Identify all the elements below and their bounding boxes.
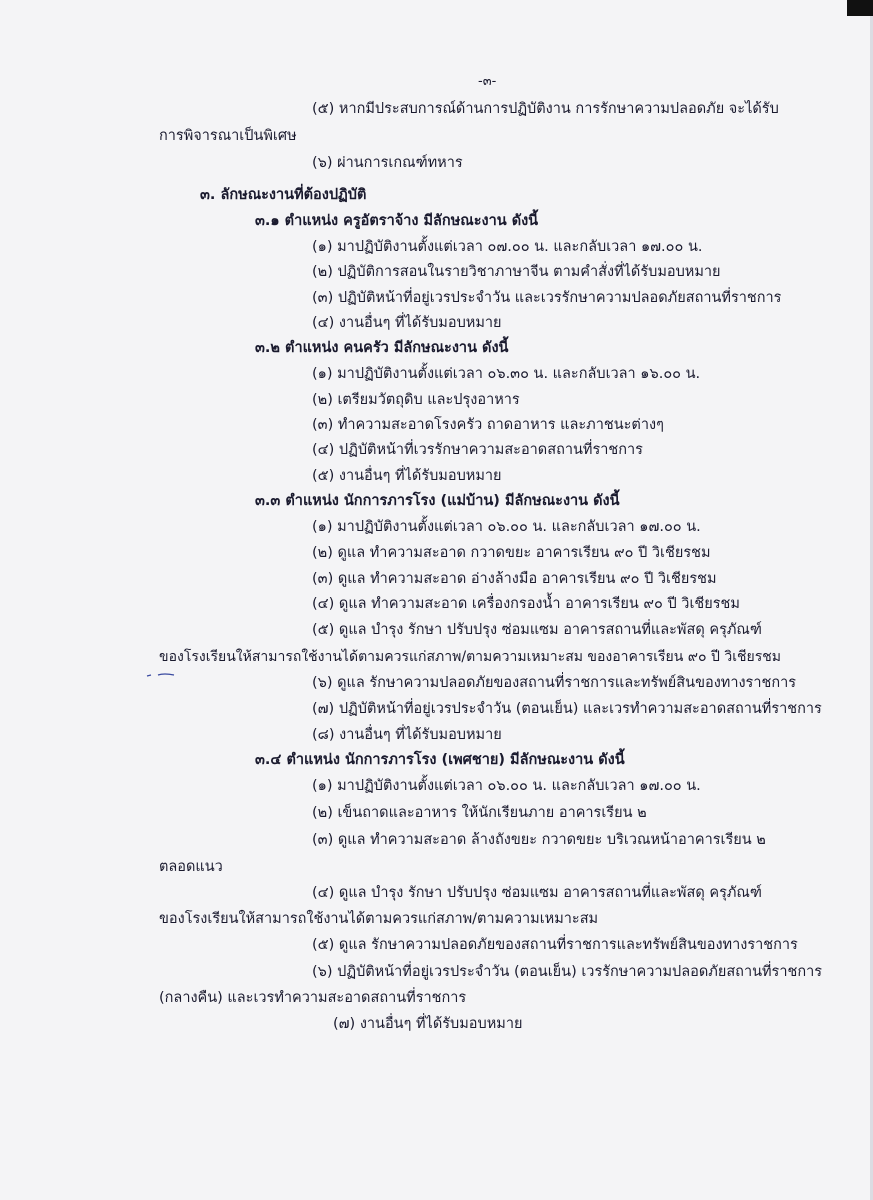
text-line: (๖) ดูแล รักษาความปลอดภัยของสถานที่ราชการและทรัพย์สินของทางราชการ: [312, 675, 797, 691]
text-line: (กลางคืน) และเวรทำความสะอาดสถานที่ราชการ: [159, 990, 467, 1006]
text-line: (๒) ดูแล ทำความสะอาด กวาดขยะ อาคารเรียน ๙๐ ปี วิเชียรชม: [312, 545, 711, 561]
pen-mark: [146, 672, 176, 678]
text-line: (๔) งานอื่นๆ ที่ได้รับมอบหมาย: [312, 315, 502, 331]
text-line: ของโรงเรียนให้สามารถใช้งานได้ตามควรแก่สภาพ/ตามความเหมาะสม: [159, 911, 599, 927]
text-line: (๒) เข็นถาดและอาหาร ให้นักเรียนภาย อาคารเรียน ๒: [312, 805, 647, 821]
subsection-heading: ๓.๓ ตำแหน่ง นักการภารโรง (แม่บ้าน) มีลักษณะงาน ดังนี้: [255, 493, 620, 509]
scan-corner-mark: [847, 0, 873, 16]
text-line: (๕) ดูแล บำรุง รักษา ปรับปรุง ซ่อมแซม อาคารสถานที่และพัสดุ ครุภัณฑ์: [312, 622, 762, 638]
text-line: (๘) งานอื่นๆ ที่ได้รับมอบหมาย: [312, 727, 502, 743]
page-number: -๓-: [478, 74, 497, 89]
text-line: (๕) งานอื่นๆ ที่ได้รับมอบหมาย: [312, 468, 502, 484]
section-heading: ๓. ลักษณะงานที่ต้องปฏิบัติ: [200, 187, 367, 203]
text-line: (๖) ปฏิบัติหน้าที่อยู่เวรประจำวัน (ตอนเย็น) เวรรักษาความปลอดภัยสถานที่ราชการ: [312, 964, 823, 980]
text-line: (๗) ปฏิบัติหน้าที่อยู่เวรประจำวัน (ตอนเย็น) และเวรทำความสะอาดสถานที่ราชการ: [312, 701, 822, 717]
text-line: (๑) มาปฏิบัติงานตั้งแต่เวลา ๐๖.๐๐ น. และกลับเวลา ๑๗.๐๐ น.: [312, 519, 701, 535]
subsection-heading: ๓.๑ ตำแหน่ง ครูอัตราจ้าง มีลักษณะงาน ดังนี้: [255, 213, 539, 229]
text-line: (๕) หากมีประสบการณ์ด้านการปฏิบัติงาน การรักษาความปลอดภัย จะได้รับ: [312, 101, 779, 117]
text-line: (๒) เตรียมวัตถุดิบ และปรุงอาหาร: [312, 392, 520, 408]
text-line: (๑) มาปฏิบัติงานตั้งแต่เวลา ๐๖.๓๐ น. และกลับเวลา ๑๖.๐๐ น.: [312, 366, 701, 382]
text-line: (๓) ดูแล ทำความสะอาด อ่างล้างมือ อาคารเรียน ๙๐ ปี วิเชียรชม: [312, 571, 717, 587]
text-line: (๗) งานอื่นๆ ที่ได้รับมอบหมาย: [333, 1016, 523, 1032]
text-line: (๑) มาปฏิบัติงานตั้งแต่เวลา ๐๗.๐๐ น. และกลับเวลา ๑๗.๐๐ น.: [312, 239, 703, 255]
text-line: (๒) ปฏิบัติการสอนในรายวิชาภาษาจีน ตามคำสั่งที่ได้รับมอบหมาย: [312, 264, 721, 280]
text-line: (๓) ดูแล ทำความสะอาด ล้างถังขยะ กวาดขยะ บริเวณหน้าอาคารเรียน ๒: [312, 832, 766, 848]
text-line: (๓) ทำความสะอาดโรงครัว ถาดอาหาร และภาชนะต่างๆ: [312, 417, 664, 433]
text-line: ของโรงเรียนให้สามารถใช้งานได้ตามควรแก่สภาพ/ตามความเหมาะสม ของอาคารเรียน ๙๐ ปี วิเชียรชม: [159, 649, 781, 665]
text-line: (๑) มาปฏิบัติงานตั้งแต่เวลา ๐๖.๐๐ น. และกลับเวลา ๑๗.๐๐ น.: [312, 778, 701, 794]
text-line: การพิจารณาเป็นพิเศษ: [159, 128, 297, 144]
text-line: (๔) ดูแล บำรุง รักษา ปรับปรุง ซ่อมแซม อาคารสถานที่และพัสดุ ครุภัณฑ์: [312, 885, 762, 901]
text-line: (๕) ดูแล รักษาความปลอดภัยของสถานที่ราชการและทรัพย์สินของทางราชการ: [312, 937, 798, 953]
text-line: (๖) ผ่านการเกณฑ์ทหาร: [312, 155, 463, 171]
text-line: (๔) ดูแล ทำความสะอาด เครื่องกรองน้ำ อาคารเรียน ๙๐ ปี วิเชียรชม: [312, 596, 740, 612]
text-line: (๔) ปฏิบัติหน้าที่เวรรักษาความสะอาดสถานที่ราชการ: [312, 442, 643, 458]
text-line: (๓) ปฏิบัติหน้าที่อยู่เวรประจำวัน และเวรรักษาความปลอดภัยสถานที่ราชการ: [312, 290, 782, 306]
text-line: ตลอดแนว: [159, 859, 223, 875]
subsection-heading: ๓.๒ ตำแหน่ง คนครัว มีลักษณะงาน ดังนี้: [255, 340, 509, 356]
subsection-heading: ๓.๔ ตำแหน่ง นักการภารโรง (เพศชาย) มีลักษณะงาน ดังนี้: [255, 752, 625, 768]
